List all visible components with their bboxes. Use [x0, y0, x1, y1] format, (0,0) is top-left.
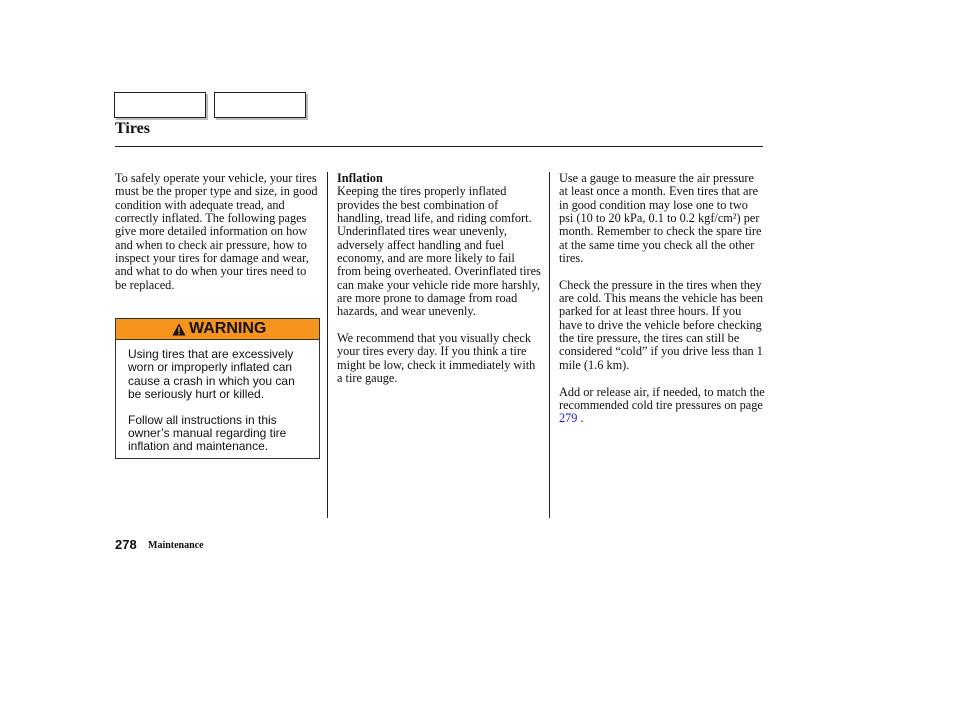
cold-pressure-paragraph: Check the pressure in the tires when they are cold. This means the vehicle has been parked for at least three hours. If you have to drive the vehicle before checking the tire pressure, the tires can still be considered “cold” if you drive less than 1 mile (1.6 km).: [559, 277, 763, 372]
warning-header: [116, 319, 319, 340]
title-divider: [115, 146, 763, 147]
adjust-air-text: Add or release air, if needed, to match the recommended cold tire pressures on page: [559, 384, 765, 412]
warning-body: [116, 340, 319, 454]
page-title: Tires: [115, 120, 150, 137]
column-2: [337, 172, 541, 399]
intro-paragraph: To safely operate your vehicle, your tires must be the proper type and size, in good condition with adequate tread, and correctly inflated. The following pages give more detailed information on how and when to check air pressure, how to inspect your tires for damage and wear, and what to do when your tires need to be replaced.: [115, 171, 318, 292]
adjust-air-paragraph: [559, 386, 765, 426]
section-name: Maintenance: [148, 540, 204, 551]
page-279-link[interactable]: 279: [559, 411, 578, 426]
adjust-air-period: .: [580, 411, 584, 426]
inflation-paragraph-2: We recommend that you visually check your tires every day. If you think a tire might be low, check it immediately with a tire gauge.: [337, 331, 536, 386]
page-number: 278: [115, 537, 137, 552]
column-divider-1: [327, 172, 328, 518]
warning-paragraph-2: Follow all instructions in this owner’s manual regarding tire inflation and maintenance.: [128, 412, 287, 454]
warning-triangle-icon: [172, 323, 186, 336]
column-1: [115, 172, 320, 305]
inflation-heading: Inflation: [337, 171, 383, 185]
warning-label: WARNING: [189, 320, 267, 337]
inflation-paragraph-1: Keeping the tires properly inflated provides the best combination of handling, tread life, and riding comfort. Underinflated tires wear unevenly, adversely affect handling and fuel economy, and are more likely to fail from being overheated. Overinflated tires can make your vehicle ride more harshly, are more prone to damage from road hazards, and wear unevenly.: [337, 184, 541, 319]
nav-previous-button[interactable]: [114, 92, 206, 118]
column-divider-2: [549, 172, 550, 518]
warning-box: [115, 318, 320, 459]
nav-next-button[interactable]: [214, 92, 306, 118]
gauge-paragraph: Use a gauge to measure the air pressure at least once a month. Even tires that are in good condition may lose one to two psi (10 to 20 kPa, 0.1 to 0.2 kgf/cm²) per month. Remember to check the spare tire at the same time you check all the other tires.: [559, 171, 762, 266]
warning-paragraph-1: Using tires that are excessively worn or improperly inflated can cause a crash in which you can be seriously hurt or killed.: [128, 347, 295, 402]
column-3: [559, 172, 765, 439]
